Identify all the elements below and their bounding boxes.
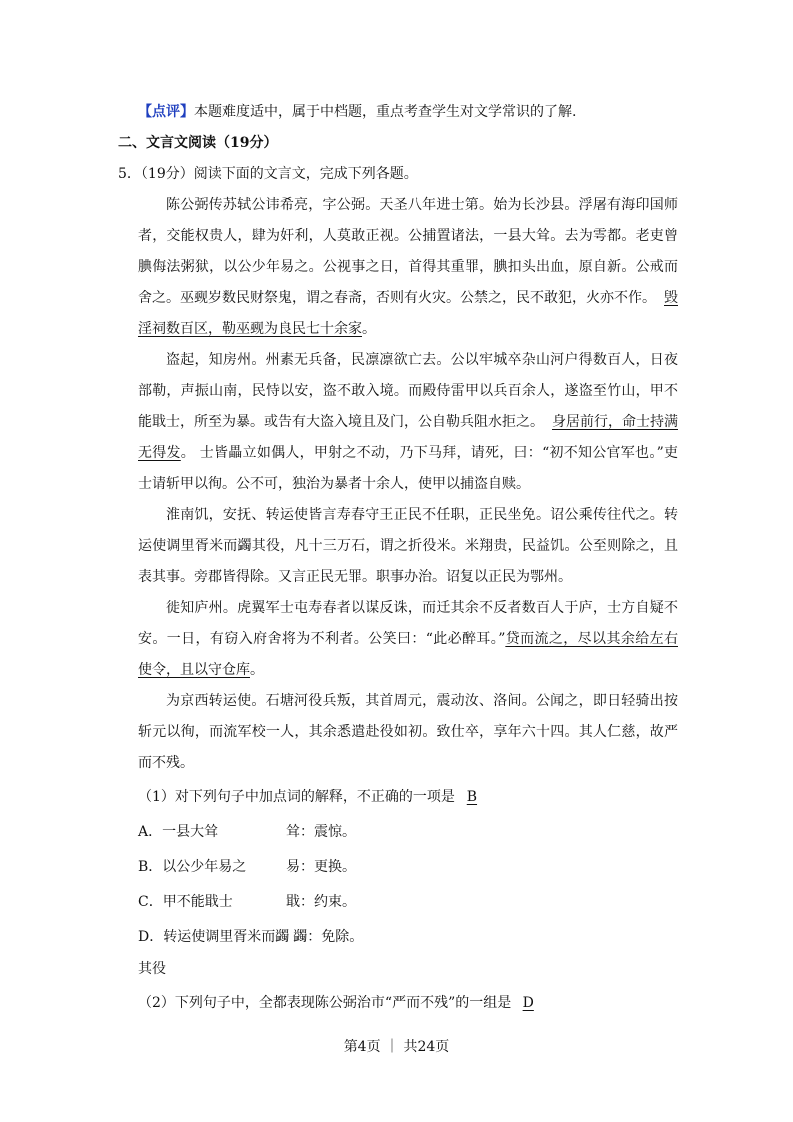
passage-p1-line-2: 者，交能权贵人，肆为奸利，人莫敢正视。公捕置诸法，一县大耸。去为雩都。老吏曾: [138, 228, 678, 244]
passage-p1-line-4-text: 舍之。巫觋岁数民财祭鬼，谓之春斋，否则有火灾。公禁之，民不敢犯，火亦不作。: [138, 290, 656, 306]
option-b-gloss: 易：更换。: [286, 859, 356, 875]
passage-p2-line-1: 盗起，知房州。州素无兵备，民凛凛欲亡去。公以牢城卒杂山河户得数百人，日夜: [166, 352, 678, 368]
sub1-option-a: [138, 822, 356, 842]
passage-p4-end: 。: [250, 662, 264, 678]
passage-p3-line-2: 运使调里胥米而蠲其役，凡十三万石，谓之折役米。米翔贵，民益饥。公至则除之，且: [138, 538, 678, 554]
passage-p1-line-4: [138, 288, 678, 308]
page-footer: 第4页 ｜ 共24页: [343, 1039, 450, 1055]
passage-p2-line-3-text: 能戢士，所至为暴。或告有大盗入境且及门，公自勒兵阻水拒之。: [138, 414, 544, 430]
passage-p4-line-2: [138, 629, 678, 649]
underlined-sentence-2b: 无得发: [138, 445, 181, 461]
section-heading: 二、文言文阅读（19分）: [118, 135, 278, 151]
option-d-label: D．转运使调里胥米而蠲: [138, 929, 290, 945]
underlined-sentence-2a: 身居前行，命士持满: [552, 414, 678, 430]
passage-p5-line-1: 为京西转运使。石塘河役兵叛，其首周元，震动汝、洛间。公闻之，即日轻骑出按: [166, 693, 678, 709]
passage-p2-line-4: [138, 443, 678, 463]
sub1-option-c: [138, 892, 356, 912]
option-d-gloss: 蠲：免除。: [293, 929, 364, 945]
option-a-label: A．一县大耸: [138, 824, 219, 840]
option-a-gloss: 耸：震惊。: [286, 824, 356, 840]
passage-p3-line-1: 淮南饥，安抚、转运使皆言寿春守王正民不任职，正民坐免。诏公乘传往代之。转: [166, 507, 678, 523]
underlined-sentence-1b: 淫祠数百区，勒巫觋为良民七十余家: [138, 321, 362, 337]
option-c-gloss: 戢：约束。: [286, 894, 356, 910]
sub1-option-d: [138, 927, 363, 947]
passage-p4-line-2-text: 安。一日，有窃入府舍将为不利者。公笑曰：“此必醉耳。”: [138, 631, 506, 647]
sub1-option-d-cont: 其役: [138, 961, 166, 977]
sub1-option-b: [138, 857, 356, 877]
sub1-stem: [138, 787, 489, 807]
passage-p2-line-3: [138, 412, 678, 432]
comment-line: [138, 102, 576, 122]
passage-p5-line-2: 斩元以徇，而流军校一人，其余悉遣赴役如初。致仕卒，享年六十四。其人仁慈，故严: [138, 724, 678, 740]
underlined-sentence-3b: 使令，且以守仓库: [138, 662, 250, 678]
comment-text: 本题难度适中，属于中档题，重点考查学生对文学常识的了解.: [194, 104, 577, 120]
option-c-label: C．甲不能戢士: [138, 894, 233, 910]
passage-p1-line-5: [138, 319, 376, 339]
passage-p1-end: 。: [362, 321, 376, 337]
passage-p1-line-1: 陈公弼传苏轼公讳希亮，字公弼。天圣八年进士第。始为长沙县。浮屠有海印国师: [166, 197, 678, 213]
passage-p3-line-3: 表其事。旁郡皆得除。又言正民无罪。职事办治。诏复以正民为鄂州。: [138, 569, 572, 585]
passage-p2-line-2: 部勒，声振山南，民恃以安，盗不敢入境。而殿侍雷甲以兵百余人，遂盗至竹山，甲不: [138, 383, 678, 399]
question-header: 5．（19分）阅读下面的文言文，完成下列各题。: [118, 166, 418, 182]
sub1-stem-text: （1）对下列句子中加点词的解释，不正确的一项是: [138, 789, 455, 805]
comment-tag: 【点评】: [138, 104, 194, 120]
underlined-sentence-3a: 贷而流之，尽以其余给左右: [505, 631, 678, 647]
option-b-label: B．以公少年易之: [138, 859, 247, 875]
sub1-answer: B: [466, 789, 478, 805]
passage-p4-line-1: 徙知庐州。虎翼军士屯寿春者以谋反诛，而迁其余不反者数百人于庐，士方自疑不: [166, 600, 678, 616]
passage-p1-line-3: 腆侮法粥狱，以公少年易之。公视事之日，首得其重罪，腆扣头出血，原自新。公戒而: [138, 259, 678, 275]
passage-p2-line-5: 士请斩甲以徇。公不可，独治为暴者十余人，使甲以捕盗自赎。: [138, 476, 530, 492]
passage-p2-line-4-text: 。 士皆畾立如偶人，甲射之不动，乃下马拜，请死，曰：“初不知公官军也。”吏: [180, 445, 679, 461]
sub2-stem-text: （2）下列句子中，全都表现陈公弼治市“严而不残”的一组是: [138, 995, 512, 1011]
passage-p5-line-3: 而不残。: [138, 755, 194, 771]
underlined-sentence-1a: 毁: [664, 290, 678, 306]
passage-p4-line-3: [138, 660, 264, 680]
sub2-stem: [138, 993, 545, 1013]
sub2-answer: D: [522, 995, 534, 1011]
